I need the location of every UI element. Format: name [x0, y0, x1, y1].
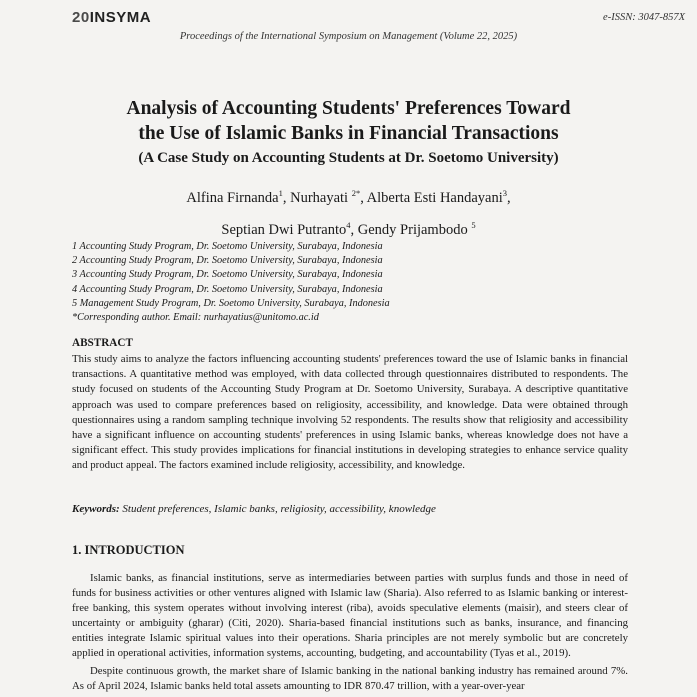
- introduction-text: [72, 571, 628, 697]
- proceedings-line: Proceedings of the International Symposium on Management (Volume 22, 2025): [179, 31, 518, 42]
- paragraph: Despite continuous growth, the market share of Islamic banking in the national banking industry has remained around 7%. As of April 2024, Islamic banks held total assets amounting to IDR 870.47 trillion, with a year-over-year: [72, 665, 628, 692]
- corresponding-author: *Corresponding author. Email: nurhayatius@unitomo.ac.id: [72, 312, 319, 324]
- affiliations: [72, 240, 632, 325]
- author: Alberta Esti Handayani: [366, 189, 503, 206]
- affiliation: 1 Accounting Study Program, Dr. Soetomo University, Surabaya, Indonesia: [72, 241, 383, 252]
- issn: e-ISSN: 3047-857X: [603, 12, 685, 23]
- paper-title: Analysis of Accounting Students' Preferences Toward the Use of Islamic Banks in Financial Transactions: [126, 98, 571, 144]
- author: Gendy Prijambodo: [357, 221, 468, 238]
- author: Septian Dwi Putranto: [221, 221, 347, 238]
- affiliation: 2 Accounting Study Program, Dr. Soetomo University, Surabaya, Indonesia: [72, 255, 383, 267]
- affiliation: 5 Management Study Program, Dr. Soetomo University, Surabaya, Indonesia: [72, 297, 390, 309]
- paragraph: Islamic banks, as financial institutions, serve as intermediaries between parties with surplus funds and those in need of funds for business activities or other ventures aligned with Islamic law (Sharia). Also referred to as Islamic banking or interest-free banking, this system operates without involving interest (riba), avoids speculative elements (maisir), and steers clear of uncertainty or ambiguity (gharar) (Citi, 2020). Sharia-based financial institutions such as banks, insurance, and financing entities integrate Islamic spiritual values into their operations. Sharia principles are not merely symbolic but are concretely applied in operational activities, information systems, accounting, budgeting, and accountability (Tyas et al., 2019).: [72, 572, 628, 659]
- author-list: Alfina Firnanda$^1$, Nurhayati $^{2*}$, Alberta Esti Handayani$^3$, Septian Dwi Putranto$^4$, Gendy Prijambodo $^5$: [186, 188, 511, 238]
- journal-logo: 20INSYMA: [72, 9, 152, 26]
- section-heading-introduction: 1. INTRODUCTION: [72, 543, 185, 557]
- paper-subtitle: (A Case Study on Accounting Students at Dr. Soetomo University): [138, 150, 559, 166]
- abstract-text: This study aims to analyze the factors influencing accounting students' preferences toward the use of Islamic banks in financial transactions. A quantitative method was employed, with data collected through questionnaires distributed to respondents. The study focused on students of the Accounting Study Program at Dr. Soetomo University, Surabaya. A descriptive quantitative approach was used to compare preferences based on religiosity, accessibility, and knowledge. Data were obtained through questionnaires using a random sampling technique involving 52 respondents. The results show that religiosity and accessibility have a significant influence on accounting students' preferences in using Islamic banks, whereas knowledge does not have a significant effect. This study provides implications for financial institutions in developing strategies to enhance service quality and product appeal. The factors examined include religiosity, accessibility, and knowledge.: [72, 353, 628, 472]
- author: Alfina Firnanda: [186, 189, 279, 206]
- author: Nurhayati: [290, 189, 349, 206]
- affiliation: 4 Accounting Study Program, Dr. Soetomo University, Surabaya, Indonesia: [72, 283, 383, 295]
- affiliation: 3 Accounting Study Program, Dr. Soetomo University, Surabaya, Indonesia: [72, 269, 383, 281]
- abstract-heading: ABSTRACT: [72, 337, 133, 349]
- keywords: Keywords: Student preferences, Islamic banks, religiosity, accessibility, knowledge: [72, 503, 436, 515]
